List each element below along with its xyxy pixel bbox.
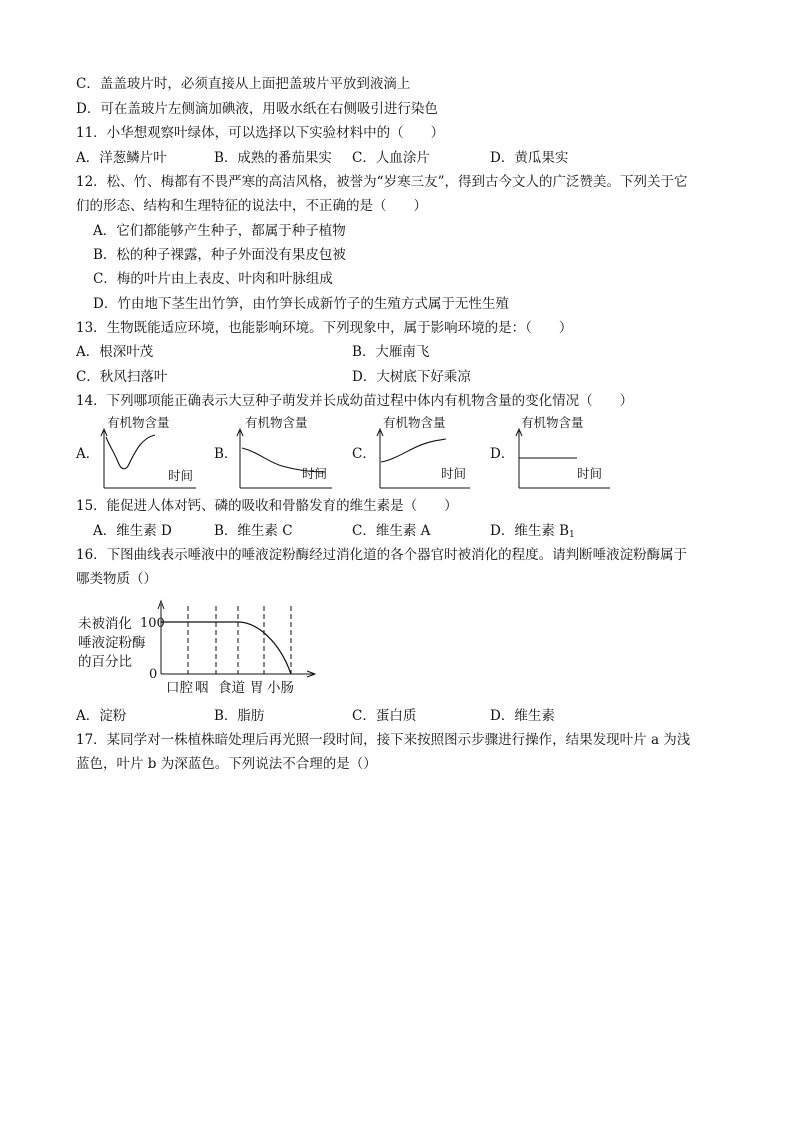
q16-option-a: A．淀粉 bbox=[76, 708, 127, 724]
q15-option-d-text: D．维生素 B bbox=[490, 523, 570, 539]
q14-graph-b-ylabel: 有机物含量 bbox=[245, 415, 308, 430]
q13-option-a: A．根深叶茂 bbox=[76, 344, 154, 360]
q16-organ-stomach: 胃 bbox=[250, 680, 264, 696]
q15-option-d bbox=[490, 519, 575, 544]
q12-option-d: D．竹由地下茎生出竹笋，由竹笋长成新竹子的生殖方式属于无性生殖 bbox=[93, 296, 509, 312]
q16-organ-esophagus: 食道 bbox=[218, 680, 245, 696]
q14-graph-c-xlabel: 时间 bbox=[441, 466, 467, 481]
q13-option-b: B．大雁南飞 bbox=[352, 344, 430, 360]
q10-option-d: D．可在盖玻片左侧滴加碘液，用吸水纸在右侧吸引进行染色 bbox=[76, 101, 438, 117]
q13-stem: 13．生物既能适应环境，也能影响环境。下列现象中，属于影响环境的是：（ ） bbox=[76, 320, 573, 336]
q16-tick-0: 0 bbox=[149, 667, 158, 682]
q12-stem-line2: 们的形态、结构和生理特征的说法中，不正确的是（ ） bbox=[76, 198, 427, 214]
q10-option-c: C．盖盖玻片时，必须直接从上面把盖玻片平放到液滴上 bbox=[76, 76, 411, 92]
q14-graph-d-letter: D． bbox=[490, 446, 515, 462]
q16-organ-pharynx: 咽 bbox=[195, 680, 209, 696]
q12-option-a: A．它们都能够产生种子，都属于种子植物 bbox=[93, 223, 346, 239]
q16-tick-100: 100 bbox=[140, 616, 165, 631]
q12-option-c: C．梅的叶片由上表皮、叶肉和叶脉组成 bbox=[93, 271, 333, 287]
q15-stem: 15．能促进人体对钙、磷的吸收和骨骼发育的维生素是（ ） bbox=[76, 498, 458, 514]
q16-chart-ylabel-line3: 的百分比 bbox=[78, 654, 132, 670]
q14-graph-c-letter: C． bbox=[352, 446, 376, 462]
q12-stem-line1: 12．松、竹、梅都有不畏严寒的高洁风格，被誉为“岁寒三友”，得到古今文人的广泛赞美。下列关于它 bbox=[76, 174, 688, 190]
q16-stem-line2: 哪类物质（） bbox=[76, 571, 157, 587]
q14-graph-a-letter: A． bbox=[76, 446, 100, 462]
q17-stem-line1: 17．某同学对一株植株暗处理后再光照一段时间，接下来按照图示步骤进行操作，结果发现叶片 a 为浅 bbox=[76, 732, 691, 748]
q11-option-d: D．黄瓜果实 bbox=[490, 150, 569, 166]
q15-option-c: C．维生素 A bbox=[352, 523, 431, 539]
q14-graphs bbox=[0, 410, 793, 492]
q16-stem-line1: 16．下图曲线表示唾液中的唾液淀粉酶经过消化道的各个器官时被消化的程度。请判断唾液淀粉酶属于 bbox=[76, 547, 688, 563]
q14-graph-b-letter: B． bbox=[214, 446, 238, 462]
q16-option-c: C．蛋白质 bbox=[352, 708, 417, 724]
q14-graph-c-ylabel: 有机物含量 bbox=[383, 415, 446, 430]
q11-option-b: B．成熟的番茄果实 bbox=[214, 150, 332, 166]
q15-option-a: A．维生素 D bbox=[93, 523, 172, 539]
q16-series-line bbox=[161, 622, 291, 674]
q14-graph-a bbox=[75, 415, 196, 488]
q13-option-d: D．大树底下好乘凉 bbox=[352, 369, 471, 385]
q13-option-c: C．秋风扫落叶 bbox=[76, 369, 168, 385]
q15-option-b: B．维生素 C bbox=[214, 523, 293, 539]
q14-graph-b-xlabel: 时间 bbox=[302, 466, 328, 481]
q14-graph-b bbox=[214, 415, 332, 488]
q11-option-a: A．洋葱鳞片叶 bbox=[76, 150, 167, 166]
q16-organ-small-intestine: 小肠 bbox=[267, 680, 294, 696]
q14-graph-d bbox=[490, 415, 610, 488]
q14-graph-d-ylabel: 有机物含量 bbox=[521, 415, 584, 430]
q14-graph-d-xlabel: 时间 bbox=[577, 466, 603, 481]
q15-option-d-subscript: 1 bbox=[569, 530, 575, 540]
q11-stem: 11．小华想观察叶绿体，可以选择以下实验材料中的（ ） bbox=[76, 125, 445, 141]
q14-graph-a-ylabel: 有机物含量 bbox=[107, 415, 170, 430]
q14-graph-c bbox=[352, 415, 470, 488]
q12-option-b: B．松的种子裸露，种子外面没有果皮包被 bbox=[93, 247, 346, 263]
q16-option-b: B．脂肪 bbox=[214, 708, 265, 724]
q17-stem-line2: 蓝色，叶片 b 为深蓝色。下列说法不合理的是（） bbox=[76, 756, 377, 772]
q16-organ-mouth: 口腔 bbox=[166, 680, 193, 696]
q14-stem: 14．下列哪项能正确表示大豆种子萌发并长成幼苗过程中体内有机物含量的变化情况（ ） bbox=[76, 393, 634, 409]
q16-option-d: D．维生素 bbox=[490, 708, 555, 724]
q16-chart bbox=[0, 590, 793, 700]
q16-chart-ylabel-line2: 唾液淀粉酶 bbox=[78, 635, 146, 651]
q14-graph-a-xlabel: 时间 bbox=[168, 468, 194, 483]
q11-option-c: C．人血涂片 bbox=[352, 150, 430, 166]
q16-chart-ylabel-line1: 未被消化 bbox=[78, 616, 132, 632]
